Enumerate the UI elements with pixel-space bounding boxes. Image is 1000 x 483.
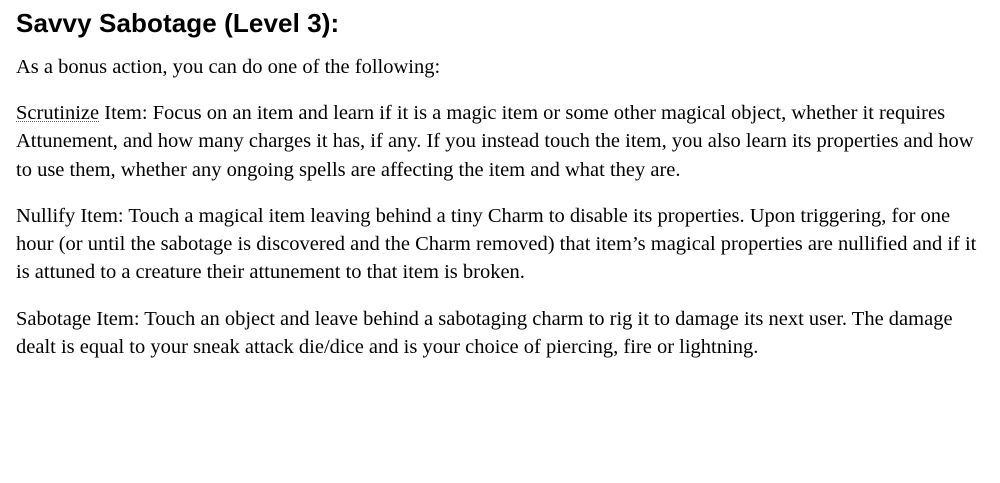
feature-paragraph-nullify-item — [16, 202, 984, 287]
feature-lead-nullify: Nullify — [16, 204, 76, 227]
feature-text-nullify: Item: Touch a magical item leaving behind a tiny Charm to disable its properties. Upon triggering, for one hour (or until the sabotage is discovered and the Charm removed) that item’s magical properties are nullified and if it is attuned to a creature their attunement to that item is broken. — [16, 204, 977, 284]
feature-lead-scrutinize: Scrutinize — [16, 101, 100, 124]
feature-text-scrutinize: Item: Focus on an item and learn if it is a magic item or some other magical object, whether it requires Attunement, and how many charges it has, if any. If you instead touch the item, you also learn its properties and how to use them, whether any ongoing spells are affecting the item and what they are. — [16, 101, 974, 181]
page-title: Savvy Sabotage (Level 3): — [16, 8, 340, 38]
feature-paragraph-sabotage-item — [16, 305, 984, 362]
feature-text-sabotage: Item: Touch an object and leave behind a sabotaging charm to rig it to damage its next user. The damage dealt is equal to your sneak attack die/dice and is your choice of piercing, fire or lightning. — [16, 307, 953, 358]
feature-paragraph-scrutinize-item — [16, 99, 984, 184]
feature-lead-sabotage: Sabotage — [16, 307, 92, 330]
intro-paragraph: As a bonus action, you can do one of the following: — [16, 55, 441, 78]
